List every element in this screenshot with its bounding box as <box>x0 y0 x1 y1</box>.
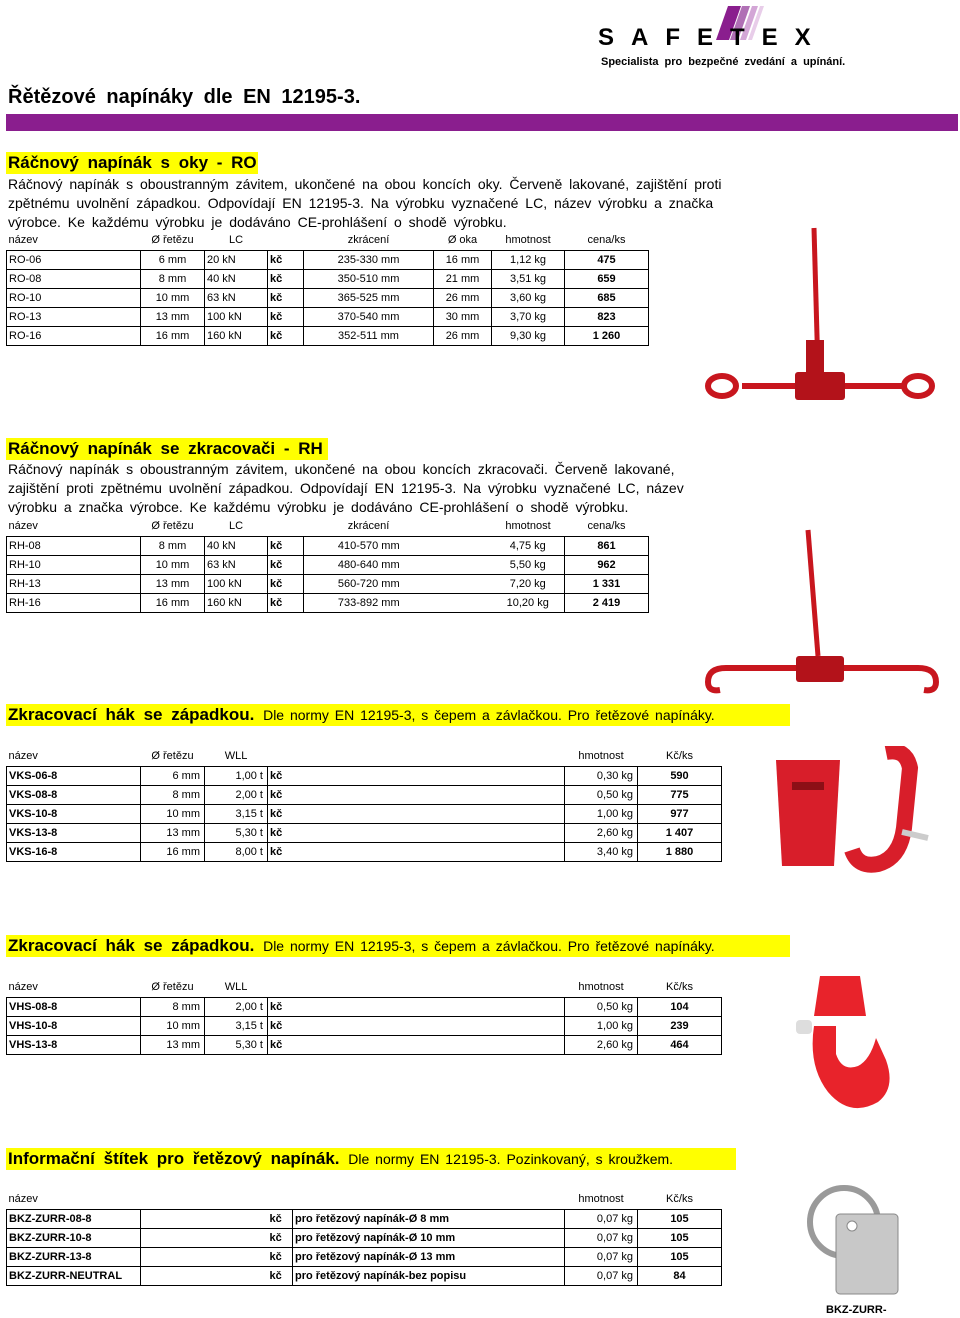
table-row: RO-16 16 mm 160 kN kč 352-511 mm 26 mm 9,30 kg 1 260 <box>7 326 649 345</box>
table-row: VKS-10-8 10 mm 3,15 t kč 1,00 kg 977 <box>7 804 722 823</box>
table-row: RH-10 10 mm 63 kN kč 480-640 mm 5,50 kg 962 <box>7 555 649 574</box>
col-header: LC <box>228 234 244 247</box>
col-header: Ø řetězu <box>151 981 194 994</box>
logo-wordmark: SAFETEX <box>598 24 828 51</box>
table-row: VKS-08-8 8 mm 2,00 t kč 0,50 kg 775 <box>7 785 722 804</box>
col-header: hmotnost <box>578 981 624 994</box>
logo-tagline: Specialista pro bezpečné zvedání a upínání. <box>601 56 846 68</box>
table-row: BKZ-ZURR-NEUTRAL kč pro řetězový napínák-bez popisu 0,07 kg 84 <box>7 1266 722 1285</box>
table-row: VHS-10-8 10 mm 3,15 t kč 1,00 kg 239 <box>7 1016 722 1035</box>
clevis-grab-hook-icon <box>790 970 910 1120</box>
table-row: BKZ-ZURR-08-8 kč pro řetězový napínák-Ø 8 mm 0,07 kg 105 <box>7 1209 722 1228</box>
section-title-vhs: Zkracovací hák se západkou. Dle normy EN 12195-3, s čepem a závlačkou. Pro řetězové napínáky. <box>6 935 790 957</box>
vhs-table <box>6 978 722 1055</box>
table-header-row <box>7 1190 722 1209</box>
col-header: Ø řetězu <box>151 520 194 533</box>
col-header: cena/ks <box>587 520 626 533</box>
table-row: RH-13 13 mm 100 kN kč 560-720 mm 7,20 kg 1 331 <box>7 574 649 593</box>
table-row: RH-08 8 mm 40 kN kč 410-570 mm 4,75 kg 861 <box>7 536 649 555</box>
col-header: WLL <box>224 750 248 763</box>
col-header: Ø řetězu <box>151 750 194 763</box>
col-header: název <box>8 1193 38 1206</box>
col-header: zkrácení <box>347 234 390 247</box>
col-header: hmotnost <box>505 520 551 533</box>
tag-caption: BKZ-ZURR- <box>826 1304 887 1316</box>
col-header: cena/ks <box>587 234 626 247</box>
col-header: název <box>8 750 38 763</box>
col-header: název <box>8 520 38 533</box>
table-row: VHS-08-8 8 mm 2,00 t kč 0,50 kg 104 <box>7 997 722 1016</box>
col-header: hmotnost <box>578 750 624 763</box>
description-line: výrobku a značka výrobce. Ke každému výrobku je dodáváno CE-prohlášení o shodě výrobku. <box>8 499 629 515</box>
title-divider <box>6 114 958 131</box>
vks-table <box>6 747 722 862</box>
rh-table <box>6 517 649 613</box>
table-header-row <box>7 517 649 536</box>
table-header-row <box>7 231 649 250</box>
col-header: Kč/ks <box>666 1193 693 1206</box>
table-row: RO-10 10 mm 63 kN kč 365-525 mm 26 mm 3,60 kg 685 <box>7 288 649 307</box>
col-header: WLL <box>224 981 248 994</box>
section-title-ro: Ráčnový napínák s oky - RO <box>8 153 257 172</box>
table-row: VKS-13-8 13 mm 5,30 t kč 2,60 kg 1 407 <box>7 823 722 842</box>
section-description-rh <box>8 460 748 517</box>
shortening-hook-icon <box>766 746 946 876</box>
col-header: hmotnost <box>578 1193 624 1206</box>
col-header: Ø oka <box>447 234 478 247</box>
safetex-logo <box>598 4 888 66</box>
col-header: Ø řetězu <box>151 234 194 247</box>
table-row: RO-13 13 mm 100 kN kč 370-540 mm 30 mm 3,70 kg 823 <box>7 307 649 326</box>
section-title-rh: Ráčnový napínák se zkracovači - RH <box>6 438 328 460</box>
page-title: Řětězové napínáky dle EN 12195-3. <box>8 86 361 108</box>
description-line: Ráčnový napínák s oboustranným závitem, ukončené na obou koncích zkracovači. Červeně lakované, <box>8 461 675 477</box>
col-header: hmotnost <box>505 234 551 247</box>
table-row: RH-16 16 mm 160 kN kč 733-892 mm 10,20 kg 2 419 <box>7 593 649 612</box>
table-row: RO-08 8 mm 40 kN kč 350-510 mm 21 mm 3,51 kg 659 <box>7 269 649 288</box>
ratchet-binder-hooks-icon <box>696 518 948 694</box>
section-title-vks: Zkracovací hák se západkou. Dle normy EN 12195-3, s čepem a závlačkou. Pro řetězové napínáky. <box>6 704 790 726</box>
table-row: VHS-13-8 13 mm 5,30 t kč 2,60 kg 464 <box>7 1035 722 1054</box>
table-row: VKS-06-8 6 mm 1,00 t kč 0,30 kg 590 <box>7 766 722 785</box>
col-header: zkrácení <box>347 520 390 533</box>
description-line: zajištění proti zpětnému uvolnění západkou. Odpovídají EN 12195-3. Na výrobku vyznačené LC, název <box>8 480 684 496</box>
table-header-row <box>7 747 722 766</box>
bkz-table <box>6 1190 722 1286</box>
table-row: BKZ-ZURR-10-8 kč pro řetězový napínák-Ø 10 mm 0,07 kg 105 <box>7 1228 722 1247</box>
ro-table <box>6 231 649 346</box>
col-header: Kč/ks <box>666 750 693 763</box>
col-header: název <box>8 981 38 994</box>
section-description-ro: Ráčnový napínák s oboustranným závitem, ukončené na obou koncích oky. Červeně lakované, zajištění proti zpětnému uvolnění západkou. Odpovídají EN 12195-3. Na výrobku vyznačené LC, název výrobku a značka výrobce. Ke každému výrobku je dodáváno CE-prohlášení o shodě výrobku. <box>8 176 722 230</box>
section-title-bkz: Informační štítek pro řetězový napínák. Dle normy EN 12195-3. Pozinkovaný, s kroužkem. <box>6 1148 736 1170</box>
ratchet-binder-eyes-icon <box>700 222 940 408</box>
table-row: BKZ-ZURR-13-8 kč pro řetězový napínák-Ø 13 mm 0,07 kg 105 <box>7 1247 722 1266</box>
table-row: RO-06 6 mm 20 kN kč 235-330 mm 16 mm 1,12 kg 475 <box>7 250 649 269</box>
col-header: LC <box>228 520 244 533</box>
tag-ring-icon <box>796 1182 920 1300</box>
table-row: VKS-16-8 16 mm 8,00 t kč 3,40 kg 1 880 <box>7 842 722 861</box>
col-header: Kč/ks <box>666 981 693 994</box>
col-header: název <box>8 234 38 247</box>
table-header-row <box>7 978 722 997</box>
